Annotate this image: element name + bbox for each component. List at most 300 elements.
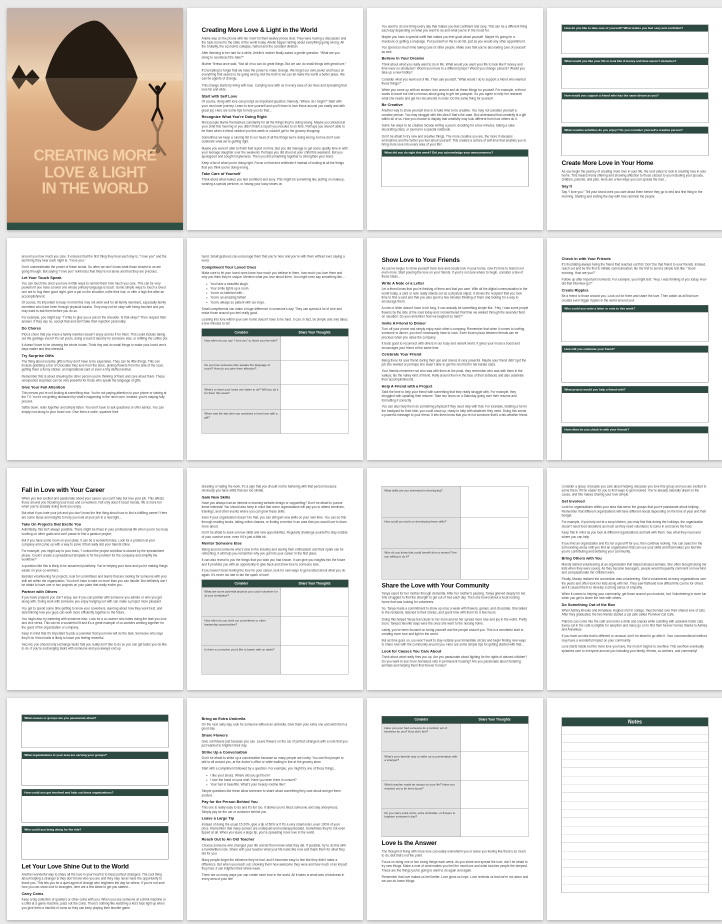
paragraph: Let a friend know that you’re thinking of them and that you care. With all the digital communication in the world today, a card or note really stands out as a physical object. It shows the recipient that you took time to find a card and that you also spent a few minutes thinking of them and looking for a way to encourage them.	[381, 287, 528, 304]
sub-heading: Take Care of Yourself	[201, 172, 241, 177]
notes-ruled-line	[562, 726, 708, 734]
question-prompt: How would you support a friend who has the same dream as you?	[562, 92, 708, 99]
page-thumbnail-1	[7, 8, 183, 230]
section-title: Create More Love in Your Home	[561, 159, 654, 167]
paragraph: Don’t underestimate the power of these words. So often we don’t know what those closest to us are going through. But saying “I love you” reinforces that they’re not alone and that they are precious.	[21, 265, 161, 274]
page-thumbnail-6	[187, 238, 363, 460]
table-header-share-thoughts: Share Your Thoughts	[281, 329, 348, 336]
question-box	[22, 715, 169, 748]
sub-heading: Carry Coins	[21, 891, 44, 896]
cover-bottom-bar	[7, 223, 183, 230]
paragraph: Pick a chore that you know a family member doesn’t enjoy and do it for them. This could include taking out the garbage even if it’s not yours, doing a load of laundry for someone else, or refilling the coffee pot.	[21, 332, 169, 341]
paragraph: Make sure to let your loved ones know how much you believe in them, how much you love them and why you think they’re unique. Mention what you love about them. You might even say something like...	[201, 271, 345, 280]
worksheet-table	[382, 486, 529, 579]
notes-ruled-line	[562, 843, 708, 851]
paragraph: This one is really easy to do and it’s fun too. It allows you to bless someone and stay anonymous. Simply pay for the car or customer behind you.	[201, 806, 339, 814]
question-box	[22, 789, 169, 822]
question-box	[562, 346, 709, 383]
table-answer-cell	[281, 336, 348, 360]
answer-writing-area	[562, 32, 708, 54]
question-box	[562, 386, 709, 423]
table-row	[382, 517, 528, 548]
section-title: Love Is the Answer	[381, 839, 437, 847]
paragraph: Think about what really fires you up. Are you passionate about fighting for the rights of abused children? Do you want to see more homeless vets in permanent housing? Are you passionate about fostering animals and helping them find forever homes?	[381, 655, 528, 668]
paragraph: So, Tanya made a commitment to show up once a week with flowers, games, and chocolate. She talked to the residents, listened to their stories, and spent time with them for a few hours.	[381, 606, 528, 615]
paragraph: When Ashley Brooke and Annaliese Hughes met in college, they bonded over their shared love of cats. After they graduated, the two friends started a cat café called Purrview Cat Café.	[561, 608, 706, 617]
paragraph: Keep a big collection of quarters or other coins with you. When you see someone at a drink machine or a child at a game machine, pass out the coins. There’s nothing like watching a kid’s face light up when you give them a handful of coins so they can keep playing their favorite game.	[21, 897, 166, 910]
section-title: Creating More Love & Light in the World	[201, 26, 318, 34]
paragraph: Think about what makes you feel confident and sexy. This might be something like putting on makeup, wearing a special perfume, or having your lucky shoes on.	[201, 177, 345, 186]
sub-heading: Do Chores	[21, 326, 42, 331]
table-question-cell: Which teacher made an impact on your life? Have you reached out to let them know?	[382, 780, 461, 808]
page-content	[547, 468, 722, 690]
answer-writing-area	[562, 433, 708, 460]
paragraph: Lately, you’ve been focused on loving yourself and the people around you. This is a wonderful start to creating more love and light in the world.	[381, 628, 524, 637]
paragraph: Take the time to help your friend with something that they really struggle with. For example, they struggled with updating their resume. Take two hours on a Saturday going over their resume and formatting it correctly.	[381, 390, 517, 403]
page-thumbnail-2	[187, 8, 363, 230]
paragraph: Another way to show yourself love is to take time to be creative. You may not consider yourself a creative person. You may struggle with this idea if that’s the case. But understand that creativity is a gift within all of us. How you choose to display that creativity may look different from how others do it.	[381, 109, 526, 122]
page-content	[7, 698, 183, 920]
cover-title-line: LOVE & LIGHT	[44, 163, 146, 181]
paragraph: When you come up with an answer, turn around and do these things for yourself. For example, a friend wants to travel but she’s nervous about going to get her passport. So you agree to help her research what she needs and get her documents in order. Do the same thing for yourself.	[381, 88, 526, 101]
table-answer-cell	[461, 808, 528, 836]
notes-ruled-line	[562, 743, 708, 751]
question-box	[562, 426, 709, 460]
table-row	[382, 752, 528, 780]
page-thumbnail-14	[187, 698, 363, 920]
question-prompt: What did you do right this week? Did you acknowledge your awesomeness?	[382, 150, 528, 157]
paragraph: Mandy started volunteering at an organization that helped abused animals. She often brought along her kids when they were young. As they became teenagers, people would frequently comment on how kind and compassionate her children were.	[561, 562, 707, 575]
paragraph: It’s frustrating always being the friend that reaches out first. Don’t be that friend to your friends. Instead, reach out and be the first to initiate communication. Be the first to send a simple text like: “Good morning. How are you?”	[561, 262, 706, 275]
question-prompt: How do you like to take care of yourself? What makes you feel sexy and confident?	[562, 25, 708, 32]
table-question-cell: Do you love someone who speaks the language of touch? How do you give them affection?	[202, 360, 281, 384]
paragraph: You spend so much time taking care of other people. Make sure that you’re also taking care of yourself as well.	[381, 46, 526, 54]
table-answer-cell	[281, 587, 348, 616]
paragraph: If you have an idea that is different or unusual, don’t be afraid to go after it. Your unconventional method may have a wonderful impact on your community.	[561, 634, 707, 643]
table-row	[202, 360, 348, 384]
question-prompt: Who could you write a letter or note to this week?	[562, 305, 708, 312]
sub-heading: Look for Causes You Care About	[381, 649, 442, 654]
cover-title-line: IN THE WORLD	[41, 179, 149, 198]
answer-writing-area	[562, 99, 708, 122]
sub-heading: Believe in Your Dreams	[381, 56, 425, 61]
notes-ruled-line	[562, 776, 708, 784]
paragraph: You get to spend some time getting to know your coworkers, learning about how they work best, and determining how you guys can work more efficiently together in the future.	[21, 606, 163, 615]
paragraph: Start with a compliment followed by a question. For example, you might try one of these things...	[201, 766, 337, 771]
table-question-cell: Have you ever had someone do a random act of kindness for you? How did it feel?	[382, 723, 461, 751]
paragraph: Another wonderful way to share all the love in your heart is to bless perfect strangers. The cool thing about helping a stranger is they don’t know who you are and they may never have the opportunity to thank you. This lets you be a quiet agent of change who brightens the day for others. If you’re not sure how you can show love to strangers, here are a few ideas to get you started...	[21, 872, 165, 890]
paragraph: Being there for your friend during their ups and downs is very powerful. Maybe your friend didn’t get the job she wanted or perhaps she wasn’t able to get the next belt in her karate class.	[381, 358, 527, 367]
sub-heading: Write A Note or a Letter	[381, 281, 425, 286]
worksheet-table	[202, 580, 349, 675]
question-prompt: What creative activities do you enjoy? Do you consider yourself a creative person?	[562, 127, 708, 134]
table-answer-cell	[461, 752, 528, 780]
page-content	[187, 8, 363, 230]
page-thumbnail-8	[547, 238, 722, 460]
question-box	[22, 752, 169, 785]
question-prompt: How could you get involved and help out these organizations?	[22, 789, 168, 796]
table-question-cell: How often do you seek out committees or other leadership opportunities?	[202, 616, 281, 645]
paragraph: If you haven’t been feeling the love for your career, look for new ways to get excited about what you do again. It’s never too late to fan the spark of love!	[201, 569, 346, 577]
table-row	[202, 409, 348, 433]
table-row	[382, 808, 528, 836]
paragraph: Don’t be afraid to try new and creative things. The more creative you are, the more it releases endorphins and the better you feel about yourself. This creates a culture of self-love that enables you to bring more love into every area of your life!	[381, 134, 527, 147]
sub-heading: Get Involved	[561, 499, 585, 504]
section-title: Show Love to Your Friends	[381, 256, 460, 264]
sub-heading: Do Something Out of the Box	[561, 602, 616, 607]
rock-reflection	[12, 78, 138, 131]
bullet-item: • You’re so talented with...	[210, 291, 348, 296]
table-row	[382, 548, 528, 579]
notes-ruled-line	[562, 851, 708, 859]
table-answer-cell	[281, 616, 348, 645]
table-question-cell: How could you work on developing these skills?	[382, 517, 461, 548]
paragraph: The thing about surprise gifts is they don’t have to be expensive. They can be little things. This can include grabbing a bar of chocolate they love from the store, picking flowers from the side of the road, getting them a funny sticker, an inspirational card or even a tiny stuffed animal.	[21, 359, 164, 372]
bullet-item: • I like your shoes. Where did you get them?	[210, 773, 348, 778]
paragraph: It can also reveal to you the things that you wish you had known. It can give you insights into the future and it provides you with an opportunity to give back and show love to someone else.	[201, 558, 346, 567]
sub-heading: Be Creative	[381, 103, 403, 108]
worksheet-table	[202, 329, 349, 434]
question-box	[382, 149, 529, 186]
sub-heading: Pay for the Person Behind You	[201, 800, 258, 805]
paragraph: For example, you might say to your boss, “I noticed the project workflow is slowed by the spreadsheet phase. Could I create a spreadsheet template to fix the problem for the company and simplify the workflow?”	[21, 549, 165, 562]
table-header-row	[382, 716, 528, 723]
paragraph: Many people forget the influence they’ve had, and it becomes easy to feel like they didn’t make a difference. But when you reach out, showing them how awesome they were and how much of an impact they had, it can brighten their whole week.	[201, 858, 348, 871]
sub-heading: Bring Others with You	[561, 556, 602, 561]
question-prompt: How will you celebrate your friend?	[562, 346, 708, 353]
paragraph: Being around someone who’s new to the industry and seeing their enthusiasm and their spark can be refreshing. It will help you remember why you got into your career in the first place.	[201, 547, 344, 556]
notes-ruled-line	[562, 876, 708, 884]
paragraph: Choose someone who changed your life and let them know what they did. If possible, try to do this with a handwritten note. Share with your teacher what your life looks like now and thank them for what they did for you.	[201, 843, 346, 856]
paragraph: Second, you should only exchange tasks that you really don’t like to do so you can get tasks you do like to do. If you’re exchanging tasks with someone and you always end up	[21, 642, 167, 651]
paragraph: Mother Teresa once said, “Not all of us can do great things. But we can do small things with great love.”	[201, 62, 347, 66]
question-prompt: How often do you check in with your friends?	[562, 427, 708, 434]
paragraph: When you feel excited and passionate about your career, you can’t help but love your job. This affects those around you including your boss and co-workers. Not only does it boost morale, life is more fun when you’re actually doing work you enjoy.	[21, 496, 164, 509]
table-header-consider: Consider	[382, 716, 461, 723]
sub-heading: Try Surprise Gifts	[21, 353, 54, 358]
page-thumbnail-16	[547, 698, 722, 920]
table-question-cell: What’s your favorite way to strike up a conversation with a stranger?	[382, 752, 461, 780]
answer-writing-area	[562, 65, 708, 88]
paragraph: Don’t be afraid to strike up a conversation because so many people are lonely. You can find people to talk to all around you, at the doctor’s office or while waiting in line at the grocery store.	[201, 756, 344, 765]
table-row	[382, 723, 528, 751]
paragraph: On the next rainy day, look for someone without an umbrella. Give them your extra one and wish them a good day.	[201, 722, 348, 731]
paragraph: Keep this in mind as you look at different organizations and talk with them. See what they need and where you can help.	[561, 531, 701, 539]
answer-writing-area	[562, 353, 708, 382]
sub-heading: Bring an Extra Umbrella	[201, 716, 246, 721]
table-header-share-thoughts: Share Your Thoughts	[281, 580, 348, 587]
paragraph: But as time goes on, you won’t want to stay outside your immediate circles and begin finding new ways to share love with the community around you. Here are some simple tips for getting started with that...	[381, 638, 526, 647]
table-question-cell: How often do you say “I love you” to those you live with?	[202, 336, 281, 360]
notes-ruled-line	[562, 826, 708, 834]
paragraph: For example, if you help out at a soup kitchen, you may find that during the holidays, the organization doesn’t need food donations as much as they need volunteers to come in and serve the food.	[561, 520, 704, 529]
dancing-person-silhouette	[150, 83, 165, 120]
table-answer-cell	[281, 409, 348, 433]
table-answer-cell	[461, 548, 528, 579]
sub-heading: Create Ripples	[561, 288, 589, 293]
bullet-item: • Your hair is beautiful. What’s your beauty routine like?	[210, 783, 348, 788]
sub-heading: Gain New Skills	[201, 495, 231, 500]
paragraph: Finally, Mandy realized the connection was volunteering. She’d volunteered at many organizations over the years and often took her kids along with her. They saw firsthand how difficult life can be for others and it caused them to develop a strong sense of empathy.	[561, 577, 707, 590]
table-row	[382, 486, 528, 517]
sub-heading: Leave a Large Tip	[201, 816, 234, 821]
sub-heading: Invite A Friend to Dinner	[381, 321, 426, 326]
section-title: Fall in Love with Your Career	[21, 486, 105, 494]
answer-writing-area	[22, 759, 168, 785]
table-question-cell: Do you carry extra coins, extra umbrellas, or flowers to brighten someone’s day?	[382, 808, 461, 836]
notes-ruled-line	[562, 768, 708, 776]
paragraph: Focus on doing one or two loving things each week. As you share and spread the love, don’t be afraid to try new things. Make a note of what makes you feel the most love and what touches people the deepest. These are the things you’re going to want to do again and again.	[381, 860, 528, 873]
table-row	[202, 645, 348, 674]
notes-ruled-line	[562, 735, 708, 743]
paragraph: Keep in mind that it’s important to pick a coworker that you know will do the task. Someone who says they’ll do it then bails is likely to leave you feeling resentful.	[21, 632, 163, 640]
table-answer-cell	[281, 360, 348, 384]
paragraph: Keep a list of what you’re doing right. Focus on that and celebrate it instead of looking at all the things that you think you’re doing wrong.	[201, 161, 344, 170]
notes-ruled-line	[562, 801, 708, 809]
sub-heading: Help A Friend with a Project	[381, 384, 433, 389]
notes-ruled-line	[562, 810, 708, 818]
table-header-share-thoughts: Share Your Thoughts	[461, 716, 528, 723]
paragraph: Maybe you have a special outfit that makes you feel good about yourself. Maybe it’s going for a manicure or getting a massage. Put yourself on the to-do list, just as you would any other appointment.	[381, 35, 526, 44]
paragraph: Tanya cared for her mother through dementia. After her mother’s passing, Tanya grieved deeply for her. She struggled to find the strength to get out of bed each day. Then she heard about a local nursing home that was looking for volunteers.	[381, 591, 527, 604]
table-question-cell: What are some potential projects you could volunteer for at your workplace?	[202, 587, 281, 616]
table-answer-cell	[281, 385, 348, 409]
paragraph: After listening to her rant for a while, Arielle’s mother finally asked a gentle question: “What are you doing to counteract the hate?”	[201, 51, 340, 60]
paragraph: If you have projects you don’t enjoy, see if you can partner with someone you admire or who you get along with. Doing work with someone you enjoy hanging out with can make a project more pleasant.	[21, 595, 162, 604]
paragraph: Arielle was on the phone with her mom for their weekly phone chat. They were having a discussion and the topic turned to the state of the world today. Arielle began ranting about everything going wrong. All the brutality, the economic collapse, hatred and the constant division.	[201, 36, 347, 49]
table-answer-cell	[461, 486, 528, 517]
cover-title	[7, 147, 183, 197]
sub-heading: Start with Self Love	[201, 94, 238, 99]
question-prompt: What project would you help a friend with?	[562, 386, 708, 393]
paragraph: It’s tempting to forget that we have the power to make change. We forget our own power and focus on everything that seems to be going wrong. But the truth is we can all make the world a better place. We can be agents of change.	[201, 68, 345, 81]
paragraph: Some fun ways to be creative include writing a poem, doodling for a few minutes, taking a cake decorating class, or journal in a special notebook.	[381, 123, 515, 132]
page-content	[547, 8, 722, 230]
paragraph: Even if your organization doesn’t do that, you can still gain new skills on your own time. You can do this through reading books, taking online classes, or finding a mentor in an area that you would love to learn more about.	[201, 516, 347, 529]
paragraph: Maybe you weren’t able to finish that report on time. But you did manage to get some quality time in with your teenage daughter over the weekend. Perhaps you did shout at your child this weekend. But you apologized and sought forgiveness. Then you did something together to strengthen your bond.	[201, 146, 348, 159]
paragraph: A note or letter doesn’t have to be long. It can actually be something simple like, “Hey, I saw some purple flowers by the side of the road today and I remembered that time we walked through the lavender field on vacation. Do you remember how we laughed so hard?”	[381, 306, 529, 319]
paragraph: Think about what you really want to do in life. What would you want your life to look like if money and time were no obstacles? Would you move to a different place? Would you change careers? Would you take up a new hobby?	[381, 62, 525, 75]
paragraph: For example, you might say: “I’d like to give you a pat on the shoulder. Is that okay?” Then respect their answer. If they say no, accept that and don’t take their rejection personally.	[21, 315, 167, 324]
section-title: Let Your Love Shine Out to the World	[21, 862, 129, 870]
paragraph: As you begin the journey of creating more love in your life, the next place to look is creating love in your home. This means freely offering and showing affection to those closest to you including your spouse, children, parents, and pets. Here are a few ways you can spread the love...	[561, 169, 707, 182]
sub-heading: Share Flowers	[201, 733, 228, 738]
paragraph: Say “I love you.” Tell your loved ones you care about them before they go to bed and first thing in the morning. Starting and ending the day with love reminds the people	[561, 190, 703, 199]
sub-heading: Strike Up a Conversation	[201, 750, 248, 755]
paragraph: It doesn’t have to be cleaning the whole house. Think tiny and do small things to make your loved one’s days easier and less stressful.	[21, 343, 167, 352]
notes-section	[562, 717, 709, 893]
answer-writing-area	[22, 833, 168, 859]
paragraph: Don’t be afraid to seek out new skills and new opportunities. Regularly challenge yourself to stay outside of your comfort zone, even if it’s just a little bit.	[201, 531, 348, 539]
table-question-cell: Who do you know that could benefit from a mentor? Are you willing to do it?	[382, 548, 461, 579]
paragraph: When it comes to helping your community, get those around you involved, too! Volunteering is more fun when you get to share the love with others.	[561, 592, 707, 601]
question-box	[562, 25, 709, 54]
question-box	[562, 127, 709, 156]
table-row	[202, 336, 348, 360]
page-content	[367, 698, 543, 920]
page-content	[7, 238, 183, 460]
section-title: Share the Love with Your Community	[381, 581, 490, 589]
table-header-consider: Consider	[202, 580, 281, 587]
notes-ruled-line	[562, 793, 708, 801]
paragraph: Doing this helped Tanya feel closer to her mom and let her spread more love and joy in the world. Pretty soon, Tanya’s favorite days were the ones she went to the nursing home.	[381, 617, 528, 626]
bullet-list	[202, 773, 349, 787]
paragraph: The thought of living with more love can easily overwhelm you or leave you feeling like there’s so much to do. But that’s not the point.	[381, 849, 526, 858]
page-thumbnail-10	[187, 468, 363, 690]
question-prompt: What would you like your life to look like if money and time weren’t obstacles?	[562, 58, 708, 65]
bullet-item: • You’re an amazing father!	[210, 296, 348, 301]
question-prompt: What organizations in your area are serving your groups?	[22, 752, 168, 759]
paragraph: You can touch the ones you love in little ways to remind them how much you care. This can be very powerful if you have a loved one whose primary language is touch. Some simple ways to touch a loved one are to hug them good night, give a pat on the shoulder, ruffle their hair, or offer a high five after an accomplishment.	[21, 281, 166, 299]
haystack-rock-silhouette	[12, 21, 138, 78]
paragraph: This change starts by living with love. Carrying love with us in every area of our lives and spreading that love far and wide.	[201, 83, 347, 92]
worksheet-table	[382, 716, 529, 837]
table-header-row	[202, 580, 348, 587]
page-thumbnail-9	[7, 468, 183, 690]
paragraph: around you how much you care. It ensures that the first thing they hear each day is, “I love you” and the last thing they hear each night is, “I love you.”	[21, 254, 167, 263]
paragraph: Of course, it’s important to keep in mind this may not work well for all family members, especially family members who have been through physical trauma. They may not be okay with being touched and you may want to ask them before you do so.	[21, 301, 166, 314]
notes-ruled-line	[562, 785, 708, 793]
page-thumbnail-15	[367, 698, 543, 920]
page-thumbnail-5	[7, 238, 183, 460]
sub-heading: Let Your Touch Speak	[21, 276, 62, 281]
paragraph: If you find an organization and it’s not a good fit for you, then continue looking. You can search in the surrounding areas until you find an organization that can use your skills and that makes you feel like you’re contributing and bettering your community.	[561, 541, 703, 554]
paragraph: Follow up after important moments. For example, you might text: “Hey, I was thinking of you today. How did that interview go?”	[561, 277, 707, 286]
table-question-cell: What skills are you interested in developing?	[382, 486, 461, 517]
paragraph: Look for organizations within your area that serve the groups that you’re passionate about helping. Remember that different organizations will have different needs depending on the time of year and their budget.	[561, 505, 707, 518]
page-thumbnail-13	[7, 698, 183, 920]
table-row	[382, 780, 528, 808]
notes-ruled-line	[562, 835, 708, 843]
paragraph: Of course, living with love can prompt an important question. Namely, “Where do I begin?” Start with your own inner journey. Learn to love yourself and you’ll learn to love those around you easily and with great joy. Here are some tips to help you do that...	[201, 100, 345, 113]
sub-heading: Partner with Others	[21, 589, 58, 594]
paragraph: Simple questions like these allow someone to share about something they care about and get them excited.	[201, 789, 341, 798]
paragraph: Patrons can come into the café and order a drink and snacks while cuddling with adorable foster cats. Every cat in the café is eligible for adoption and many go on to find their forever homes thanks to Ashley and Annaliese.	[561, 619, 708, 632]
paragraph: Give out flowers just because you can. Leave flowers on the car of perfect strangers with a note that you just wanted to brighten their day.	[201, 739, 348, 748]
paragraph: Be a friend to those around you. Look out for them and share the love. Then watch as all that love creates even bigger ripples in the world around you!	[561, 294, 699, 303]
sub-heading: Compliment Your Loved Ones	[201, 265, 257, 270]
paragraph: Admittedly, this isn’t always possible. There might be times in your professional life when you’re too busy working on other goals and can’t pause to find a passion project.	[21, 528, 168, 536]
paragraph: Besides volunteering for projects, look for committees and teams that are looking for someone with your skill set within the organization. You don’t have to take on more than you can handle. But definitely don’t be afraid to have one or two projects on your plate that really excite you.	[21, 575, 168, 588]
table-answer-cell	[461, 723, 528, 751]
table-row	[202, 587, 348, 616]
page-content	[367, 8, 543, 230]
question-prompt: Who could you bring along for the ride?	[22, 826, 168, 833]
paragraph: Settle down, relax together and simply listen. You don’t have to ask questions or offer advice. You can simply nod along to your loved one. Give them a smile, squeeze their	[21, 406, 164, 414]
page-thumbnail-11	[367, 468, 543, 690]
sub-heading: Celebrate Your Friend	[381, 352, 422, 357]
paragraph: As you’ve begun to show yourself more love and create love in your home, now it’s time to branch out even more. Start pouring the love on your friends. If you’re not sure where to begin, consider a few of these ideas...	[381, 266, 524, 279]
table-header-consider: Consider	[202, 329, 281, 336]
table-question-cell: When was the last time you surprised a loved one with a gift?	[202, 409, 281, 433]
page-thumbnail-4	[547, 8, 722, 230]
paragraph: It feels good to reconnect with others in our busy and variant world. It gives your mood a boost and encourages your friend at the same time.	[381, 342, 520, 350]
answer-writing-area	[22, 796, 168, 822]
notes-title: Notes	[562, 718, 708, 727]
table-answer-cell	[281, 645, 348, 674]
answer-writing-area	[562, 312, 708, 341]
notes-ruled-line	[562, 818, 708, 826]
cover-title-line: CREATING MORE	[33, 146, 157, 164]
paragraph: Turn off your phone and simply enjoy each other’s company. Remember that when it comes to inviting someone to dinner, you don’t necessarily have to cook. Even frozen pizza between friends can be precious when you value the company.	[381, 327, 525, 340]
answer-writing-area	[22, 722, 168, 748]
paragraph: But if you have some room on your plate, it can be a wonderful idea. Look for a problem at your company and come up with a way to solve it that really lets your talents shine.	[21, 538, 156, 547]
table-answer-cell	[461, 517, 528, 548]
table-question-cell: What’s a chore your loved one hates to do? Will you do it for them this week?	[202, 385, 281, 409]
sub-heading: Check In with Your Friends	[561, 256, 611, 261]
paragraph: Leaning into love within your own home doesn’t have to be hard. It can, in fact, be simple and only takes a few minutes to do!	[201, 317, 348, 326]
paragraph: Your friends remember not who was with them at the peak, they remember who was with them in the valleys. Be the valley kind of friend. Rally around them in the face of their setbacks and also celebrate their accomplishments.	[381, 369, 524, 382]
page-content	[367, 468, 543, 690]
answer-writing-area	[562, 393, 708, 422]
page-content	[187, 468, 363, 690]
notes-ruled-line	[562, 751, 708, 759]
page-thumbnail-3	[367, 8, 543, 230]
page-thumbnail-7	[367, 238, 543, 460]
answer-writing-area	[382, 157, 528, 187]
paragraph: Remember this is about showing the other person you’re thinking of them and care about them. These unexpected surprises can be very powerful for those who speak the language of gifts.	[21, 374, 165, 383]
page-content	[547, 238, 722, 460]
sub-heading: Say It	[561, 184, 572, 189]
paragraph: You want to do one thing every day that makes you feel confident and sexy. This can be a different thing each day depending on what you want to do and what you’re in the mood for.	[381, 24, 528, 33]
paragraph: Small compliments can make a huge difference in someone’s day. They can spread a lot of love and make those around you feel really good.	[201, 307, 342, 316]
question-prompt: What causes or groups are you passionate about?	[22, 715, 168, 722]
sub-heading: Reach Out to An Old Teacher	[201, 837, 255, 842]
sub-heading: Give Your Full Attention	[21, 385, 66, 390]
paragraph: But what if you hate your job and you don’t know the first thing about how to find a fulfilling career? Here are some ideas and insights to help you look at your job in a new light...	[21, 511, 168, 520]
paragraph: There are so many ways you can create more love in the world. All it takes is small acts of kindness in every area of your life!	[201, 873, 345, 882]
bullet-item: • You’re always so patient with our boys.	[210, 300, 348, 305]
bullet-item: • Your smile lights up a room.	[210, 287, 348, 292]
table-header-row	[202, 329, 348, 336]
paragraph: Love starts inside but the more love you have, the more it begins to overflow. This overflow eventually splashes over to everyone around you including your family, friends, co-workers, and community!	[561, 645, 704, 653]
notes-ruled-line	[562, 760, 708, 768]
table-question-cell: Is there a co-worker you’d like to barter with on tasks?	[202, 645, 281, 674]
sub-heading: Recognize What You’re Doing Right	[201, 115, 267, 120]
notes-ruled-line	[562, 868, 708, 876]
notes-ruled-line	[562, 860, 708, 868]
page-content	[367, 238, 543, 460]
paragraph: Have you always had an interest in learning website design or copywriting? Don’t be afraid to pursue these interests! You should also keep in mind that some organizations will pay you to attend seminars, trainings, and other events where you can grow these skills.	[201, 501, 345, 514]
answer-writing-area	[562, 134, 708, 156]
bullet-item: • I love the band on your shirt. Have you seen them in concert?	[210, 778, 348, 783]
paragraph: A question like this is likely to be answered positively. You’re helping your boss and you’re making things easier on your co-workers.	[21, 564, 168, 573]
sub-heading: Mentor Someone Else	[201, 541, 242, 546]
paragraph: Remember that love makes us feel better. Love gives us hope. Love reminds us that we’re not alone and we can do brave things.	[381, 875, 529, 884]
paragraph: You might also try bartering with someone else. Look for a co-worker who hates doing the task you love, and vice versa. This can be a wonderful fit and it’s a great example of co-workers working together for the good of the organization or company.	[21, 617, 168, 630]
paragraph: Instead of doing the usual 15-20%, give a tip of 50% or if it’s a very small order, even 100% of your price. Remember that many servers are underpaid and underappreciated. Sometimes they’re not even tipped at all. When you leave a large tip, you’re spreading more love in the world.	[201, 822, 346, 835]
table-row	[202, 616, 348, 645]
paragraph: Consider what you want out of life. Then ask yourself, “What would I do to support a friend who wanted these things?”	[381, 77, 526, 86]
paragraph: Consider a group of people you care about helping. Because you love this group and you are excited to serve them, it’ll be easier for you to find ways to get involved. You’re already naturally drawn to the cause, and this makes sharing your love simple.	[561, 484, 707, 497]
bullet-list	[202, 282, 349, 305]
cover-page-art	[7, 8, 183, 230]
paragraph: Sometimes we keep a running list in our head of all the things we’re doing wrong, but we don’t ever celebrate what we’re getting right.	[201, 135, 341, 144]
page-content	[7, 468, 183, 690]
page-content	[547, 698, 722, 920]
paragraph: You can also help them do something physical if they need help with that. For example, building a fort in the backyard for their kids, you could show up, ready to help with whatever they need. Doing this sends a powerful message to your friend. It lets them know that you’re not someone that’s a fair-weather friend.	[381, 405, 529, 418]
bullet-item: • You have a beautiful laugh.	[210, 282, 348, 287]
paragraph: Most people blame themselves constantly for all the things they’re doing wrong. Maybe you shouted at your child this morning or you didn’t finish a report you needed to on time. Perhaps you weren’t able to be there when a friend needed you this week or couldn’t get to the grocery shopping.	[201, 120, 346, 133]
page-content	[187, 698, 363, 920]
question-box	[562, 58, 709, 89]
page-thumbnail-12	[547, 468, 722, 690]
table-row	[202, 385, 348, 409]
paragraph: hand. Small gestures can encourage them that you’re here and you’re with them without ever saying a word.	[201, 254, 345, 263]
sub-heading: Take On Projects that Excite You	[21, 522, 82, 527]
table-answer-cell	[461, 780, 528, 808]
paragraph: This means you’re not looking at something else. You’re not paying attention to your phone or staring at the TV. You’re not getting distracted by what’s happening in the next room. Instead, you’re staying fully present.	[21, 391, 167, 404]
